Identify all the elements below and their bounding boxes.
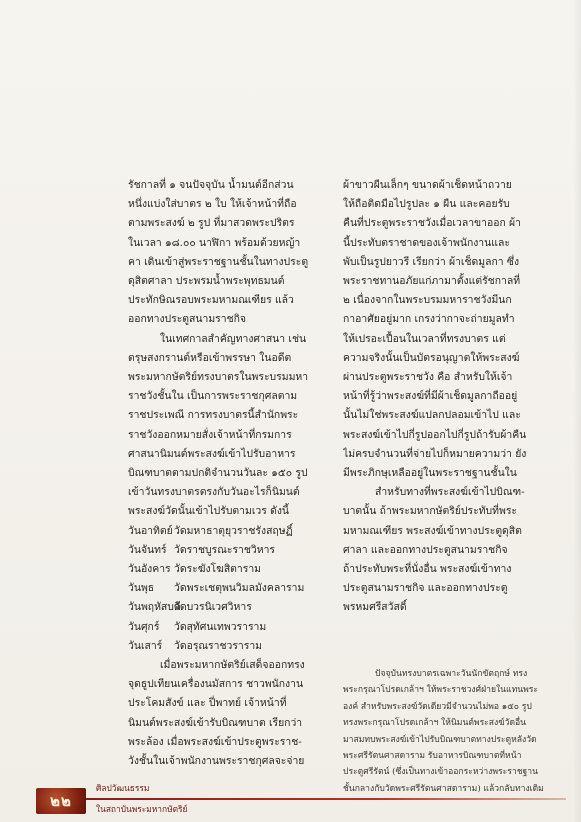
text-line: ประตูสนามราชกิจ และออกทางประตู (343, 582, 508, 595)
text-line: ให้ถือติดมือไปรูปละ ๑ ผืน และคอยรับ (343, 198, 510, 211)
temple-day: วันพุธ (128, 582, 155, 595)
text-line: ปัจจุบันทรงบาตรเฉพาะวันนักขัตฤกษ์ ทรง (375, 669, 528, 679)
text-line: นั้นไม่ใช่พระสงฆ์แปลกปลอมเข้าไป และ (343, 409, 521, 422)
text-line: ประตูศรีรัตน์ (ซึ่งเป็นทางเข้าออกระหว่างพระราชฐาน (343, 767, 538, 778)
text-line: พระสงฆ์วัดนั้นเข้าไปรับตามเวร ดังนี้ (128, 505, 290, 518)
text-line: นิมนต์พระสงฆ์เข้ารับบิณฑบาต เรียกว่า (128, 716, 303, 729)
text-line: ออกทางประตูสนามราชกิจ (128, 313, 247, 326)
left-paragraph-3 (128, 656, 324, 771)
temple-row (128, 637, 324, 656)
text-line: ในเทศกาลสำคัญทางศาสนา เช่น (160, 332, 307, 345)
temple-row (128, 522, 324, 541)
text-line: ให้เปรอะเปื้อนในเวลาที่ทรงบาตร แต่ (343, 332, 506, 345)
text-line: ไม่ครบจำนวนที่จ่ายไปก็หมายความว่า ยัง (343, 447, 527, 460)
temple-day: วันเสาร์ (128, 639, 163, 652)
text-line: นี้ประทับตราชาดของเจ้าพนักงานและ (343, 236, 510, 249)
temple-name: วัดพระเชตุพนวิมลมังคลาราม (174, 582, 305, 595)
text-line: พรหมศรีสวัสดิ์ (343, 601, 407, 614)
text-line: คา เดินเข้าสู่พระราชฐานชั้นในทางประตู (128, 255, 309, 268)
text-line: มาสมทบพระสงฆ์เข้าไปรับบิณฑบาตทางประตูหลังวัด (343, 734, 537, 745)
text-line: กาอาศัยอยู่มาก เกรงว่ากาจะถ่ายมูลทำ (343, 313, 515, 326)
text-line: ผ้าขาวผืนเล็กๆ ขนาดผ้าเช็ดหน้าถวาย (343, 179, 512, 191)
temple-day: วันอังคาร (128, 563, 171, 576)
text-line: บิณฑบาตตามปกติจำนวนวันละ ๑๕๐ รูป (128, 467, 308, 480)
text-line: วังชั้นในเจ้าพนักงานพระราชกุศลจะจ่าย (128, 755, 305, 768)
right-paragraph-2 (343, 483, 550, 617)
page-number: ๒๒ (50, 792, 72, 810)
temple-name: วัดมหาธาตุยุวราชรังสฤษฏิ์ (174, 524, 293, 537)
temple-row (128, 579, 324, 598)
temple-day: วันอาทิตย์ (128, 524, 173, 537)
text-line: พระมหากษัตริย์ทรงบาตรในพระบรมมหา (128, 371, 309, 384)
text-line: รัชกาลที่ ๑ จนปัจจุบัน น้ำมนต์อีกส่วน (128, 179, 294, 191)
temple-name: วัดราชบูรณะราชวิหาร (174, 543, 276, 556)
left-paragraph-2 (128, 330, 324, 522)
text-line: พับเป็นรูปยาวรี เรียกว่า ผ้าเช็ดมูลกา ซึ่ง (343, 255, 520, 268)
temple-name: วัดสุทัศนเทพวราราม (174, 620, 267, 633)
text-line: องค์ สำหรับพระสงฆ์วัดเดียวมีจำนวนไม่พอ ๑๕๐ รูป (343, 701, 532, 712)
text-line: จุดธูปเทียนเครื่องนมัสการ ชาวพนักงาน (128, 678, 304, 691)
text-line: ราชวังชั้นใน เป็นการพระราชกุศลตาม (128, 390, 298, 403)
temple-schedule-list (128, 522, 324, 656)
temple-row (128, 618, 324, 637)
text-line: พระราชทานอภัยแก่ภามาตั้งแต่รัชกาลที่ (343, 275, 521, 288)
text-line: ถ้าประทับพระที่นั่งอื่น พระสงฆ์เข้าทาง (343, 563, 512, 576)
text-line: พระล้อง เมื่อพระสงฆ์เข้าประตูพระราช- (128, 735, 302, 748)
text-line: คืนที่ประตูพระราชวังเมื่อเวลาขาออก ผ้า (343, 217, 521, 230)
footer-divider (86, 798, 566, 800)
text-line: ประทักษิณรอบพระมหามณเฑียร แล้ว (128, 294, 294, 307)
temple-row (128, 541, 324, 560)
text-line: สำหรับทางที่พระสงฆ์เข้าไปบิณฑ- (375, 486, 525, 499)
text-line: ราชวังออกหมายสั่งเจ้าหน้าที่กรมการ (128, 428, 292, 441)
text-line: ศาสนานิมนต์พระสงฆ์เข้าไปรับอาหาร (128, 447, 296, 460)
left-paragraph-1 (128, 176, 324, 330)
temple-name: วัดอรุณราชวราราม (174, 639, 263, 652)
text-line: หนึ่งแบ่งใส่บาตร ๒ ใบ ให้เจ้าหน้าที่ถือ (128, 198, 297, 211)
text-line: ประโคมสังข์ และ ปี่พาทย์ เจ้าหน้าที่ (128, 697, 287, 710)
temple-day: วันพฤหัสบดี (128, 601, 181, 614)
text-line: ชั้นกลางกับวัดพระศรีรัตนศาสดาราม) แล้วกลับทางเดิม (343, 783, 544, 794)
temple-day: วันจันทร์ (128, 543, 167, 556)
page-footer (0, 776, 581, 822)
text-line: บาตนั้น ถ้าพระมหากษัตริย์ประทับที่พระ (343, 505, 517, 518)
text-line: หน้าที่รู้ว่าพระสงฆ์ที่มีผ้าเช็ดมูลกาถืออยู่ (343, 390, 518, 403)
text-line: ตรุษสงกรานต์หรือเข้าพรรษา ในอดีต (128, 351, 292, 364)
text-line: ราชประเพณี การทรงบาตรนี้สำนักพระ (128, 409, 299, 422)
temple-row (128, 598, 324, 617)
text-line: ๒ เนื่องจากในพระบรมมหาราชวังมีนก (343, 294, 512, 307)
text-line: ความจริงนั้นเป็นบัตรอนุญาตให้พระสงฆ์ (343, 351, 520, 364)
text-line: ตามพระสงฆ์ ๒ รูป ที่มาสวดพระปริตร (128, 217, 295, 230)
text-line: เข้าวันทรงบาตรตรงกับวันอะไรก็นิมนต์ (128, 486, 300, 499)
page-number-badge (36, 788, 86, 814)
text-line: เมื่อพระมหากษัตริย์เสด็จออกทรง (160, 659, 305, 672)
temple-name: วัดระฆังโฆสิตาราม (174, 563, 262, 576)
text-line: มีพระภิกษุเหลืออยู่ในพระราชฐานชั้นใน (343, 467, 517, 480)
right-paragraph-1 (343, 176, 550, 483)
text-line: ในเวลา ๑๘.๐๐ นาฬิกา พร้อมด้วยหญ้า (128, 236, 301, 249)
left-column (128, 176, 324, 771)
right-column (343, 176, 550, 618)
text-line: มหามณเฑียร พระสงฆ์เข้าทางประตูดุสิต (343, 524, 522, 537)
page-edge-shadow (573, 0, 581, 822)
text-line: ทรงพระกรุณาโปรดเกล้าฯ ให้นิมนต์พระสงฆ์วัดอื่น (343, 718, 527, 729)
text-line: พระสงฆ์เข้าไปกี่รูปออกไปกี่รูปถ้ารับผ้าคืน (343, 428, 527, 441)
text-line: ศาลา และออกทางประตูสนามราชกิจ (343, 543, 508, 556)
temple-row (128, 560, 324, 579)
text-line: ดุสิตศาลา ประพรมน้ำพระพุทธมนต์ (128, 275, 285, 288)
temple-day: วันศุกร์ (128, 620, 160, 633)
text-line: พระศรีรัตนศาสดาราม รับอาหารบิณฑบาตที่หน้า (343, 751, 522, 762)
text-line: พระกรุณาโปรดเกล้าฯ ให้พระราชวงศ์ฝ่ายในแทนพระ (343, 685, 539, 696)
text-line: ผ่านประตูพระราชวัง คือ สำหรับให้เจ้า (343, 371, 513, 384)
temple-name: วัดบวรนิเวศวิหาร (174, 601, 252, 614)
footer-subtitle: ในสถาบันพระมหากษัตริย์ (96, 804, 188, 814)
footer-title: ศิลปวัฒนธรรม (96, 783, 150, 793)
